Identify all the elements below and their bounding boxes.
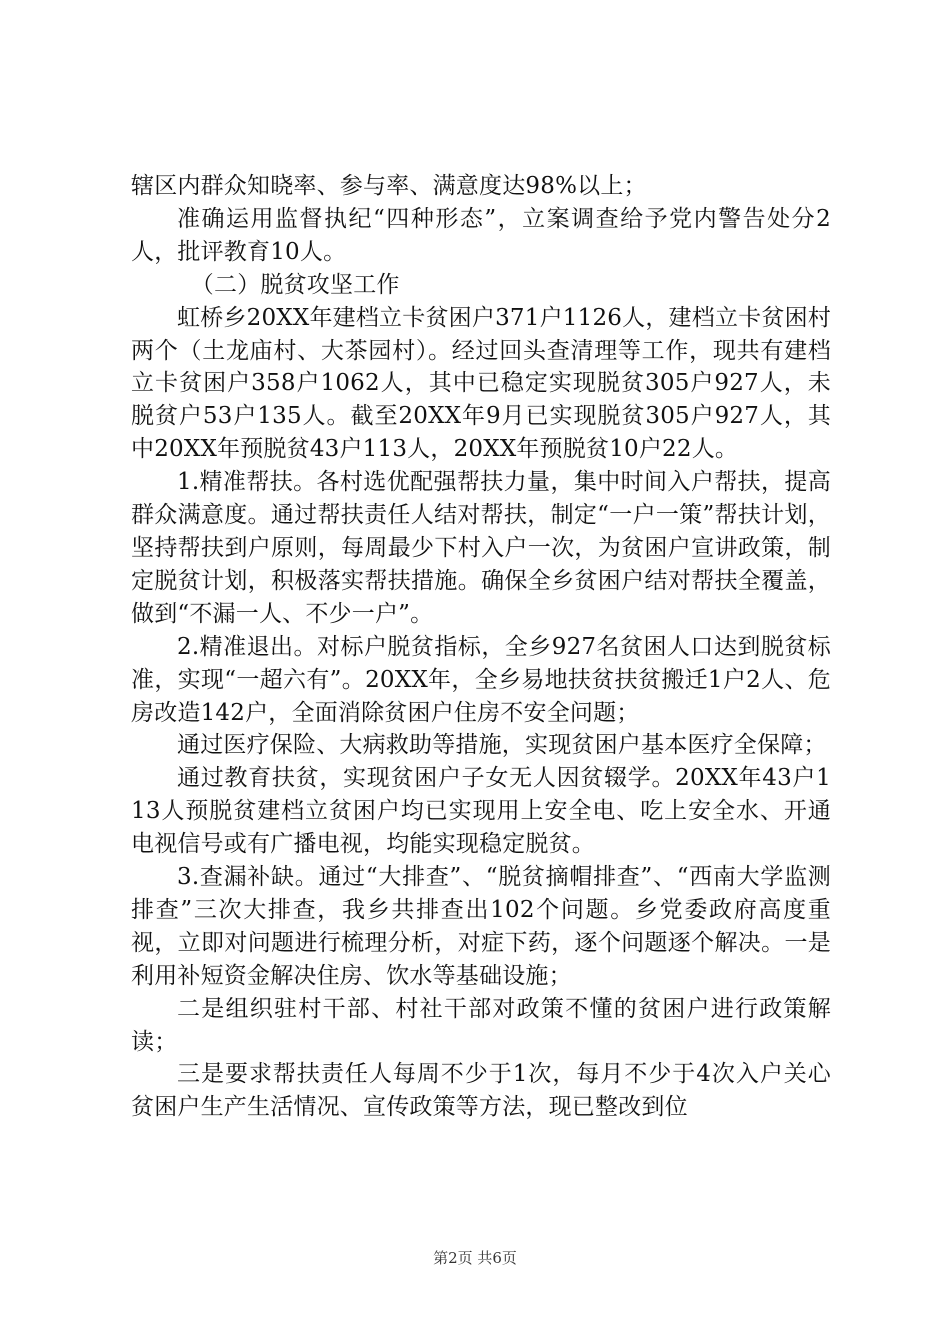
paragraph-7: 通过医疗保险、大病救助等措施，实现贫困户基本医疗全保障；: [177, 732, 827, 759]
paragraph-4: 虹桥乡20XX年建档立卡贫困户371户1126人，建档立卡贫困村两个（土龙庙村、大茶园村）。经过回头查清理等工作，现共有建档立卡贫困户358户1062人，其中已稳定实现脱贫305户927人，未脱贫户53户135人。截至20XX年9月已实现脱贫305户927人，其中20XX年预脱贫43户113人，20XX年预脱贫10户22人。: [131, 304, 831, 463]
paragraph-10: 二是组织驻村干部、村社干部对政策不懂的贫困户进行政策解读；: [131, 995, 831, 1055]
paragraph-9: 3.查漏补缺。通过“大排查”、“脱贫摘帽排查”、“西南大学监测排查”三次大排查，我乡共排查出102个问题。乡党委政府高度重视，立即对问题进行梳理分析，对症下药，逐个问题逐个解决。一是利用补短资金解决住房、饮水等基础设施；: [131, 864, 831, 989]
paragraph-2: 准确运用监督执纪“四种形态”，立案调查给予党内警告处分2人，批评教育10人。: [131, 205, 831, 265]
paragraph-11: 三是要求帮扶责任人每周不少于1次，每月不少于4次入户关心贫困户生产生活情况、宣传政策等方法，现已整改到位: [131, 1061, 831, 1121]
paragraph-8: 通过教育扶贫，实现贫困户子女无人因贫辍学。20XX年43户113人预脱贫建档立贫困户均已实现用上安全电、吃上安全水、开通电视信号或有广播电视，均能实现稳定脱贫。: [131, 765, 831, 858]
section-heading: （二）脱贫攻坚工作: [190, 271, 400, 298]
document-body: [131, 170, 831, 1124]
page-footer: [0, 1247, 950, 1268]
paragraph-6: 2.精准退出。对标户脱贫指标，全乡927名贫困人口达到脱贫标准，实现“一超六有”。20XX年，全乡易地扶贫扶贫搬迁1户2人、危房改造142户，全面消除贫困户住房不安全问题；: [131, 633, 831, 726]
paragraph-5: 1.精准帮扶。各村选优配强帮扶力量，集中时间入户帮扶，提高群众满意度。通过帮扶责任人结对帮扶，制定“一户一策”帮扶计划，坚持帮扶到户原则，每周最少下村入户一次，为贫困户宣讲政策，制定脱贫计划，积极落实帮扶措施。确保全乡贫困户结对帮扶全覆盖，做到“不漏一人、不少一户”。: [131, 469, 831, 627]
paragraph-1: 辖区内群众知晓率、参与率、满意度达98%以上；: [131, 173, 647, 199]
page-number-label: 第2页 共6页: [433, 1249, 517, 1267]
